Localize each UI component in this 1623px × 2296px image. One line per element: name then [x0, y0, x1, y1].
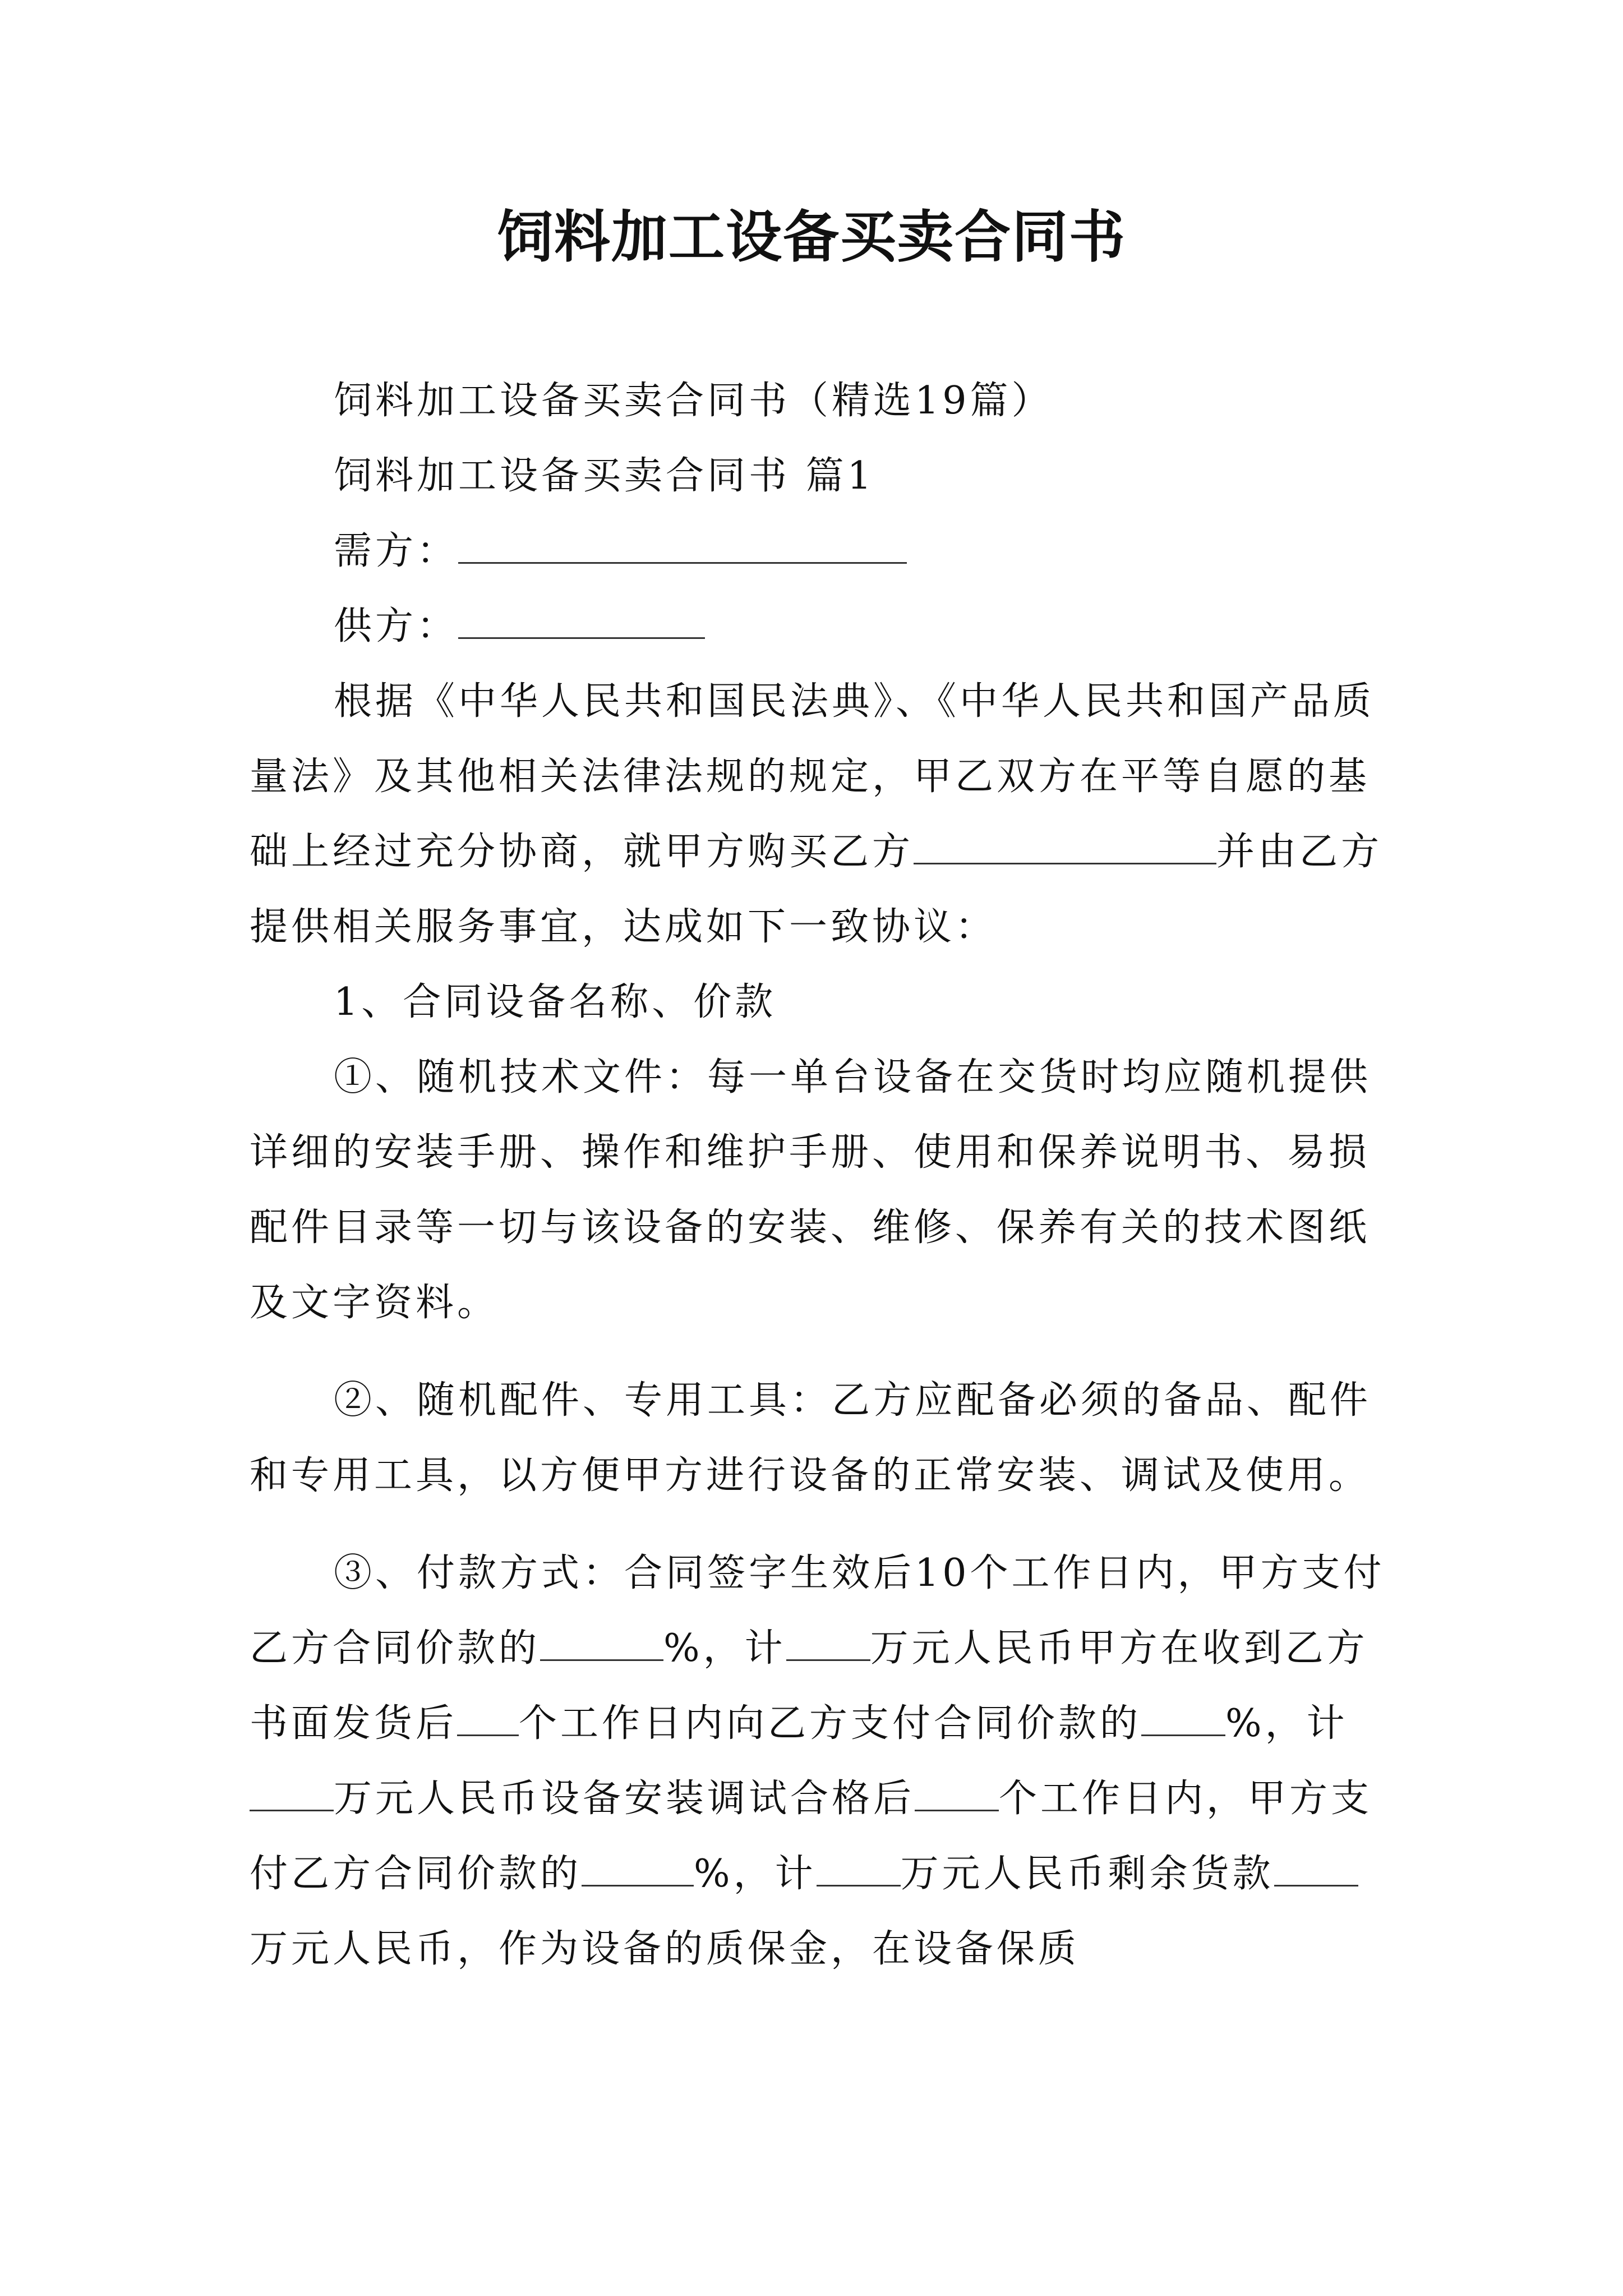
item-3-seg8: %，计 — [694, 1852, 817, 1896]
percent-blank-3 — [582, 1851, 694, 1887]
buyer-line — [250, 514, 1394, 589]
item-3-seg2: %，计 — [663, 1626, 786, 1671]
supplier-blank — [458, 604, 705, 639]
buyer-label: 需方： — [334, 529, 459, 573]
item-3-seg7: 个工作日内，甲方支付乙方合同价款的 — [250, 1777, 1373, 1896]
percent-blank-2 — [1141, 1701, 1225, 1736]
document-body — [250, 364, 1394, 1987]
days-blank-2 — [915, 1776, 999, 1811]
item-3-seg3: 万元人民币甲方在收到乙方书面发货后 — [250, 1626, 1368, 1746]
intro-paragraph — [250, 664, 1394, 965]
intro-part1: 根据《中华人民共和国民法典》、《中华人民共和国产品质量法》及其他相关法律法规的规定，甲乙双方在平等自愿的基础上经过充分协商，就甲方购买乙方 — [250, 679, 1375, 874]
product-blank — [914, 829, 1216, 864]
amount-blank-3 — [817, 1851, 901, 1887]
item-3-seg4: 个工作日内向乙方支付合同价款的 — [519, 1701, 1142, 1746]
item-3-seg10: 万元人民币，作为设备的质保金，在设备保质 — [250, 1927, 1080, 1971]
clause-1-heading: 1、合同设备名称、价款 — [334, 980, 777, 1024]
item-1: ①、随机技术文件：每一单台设备在交货时均应随机提供详细的安装手册、操作和维护手册、使用和保养说明书、易损配件目录等一切与该设备的安装、维修、保养有关的技术图纸及文字资料。 — [250, 1055, 1372, 1325]
section-heading: 饲料加工设备买卖合同书 篇1 — [334, 454, 875, 498]
amount-blank-2 — [250, 1776, 334, 1811]
buyer-blank — [458, 528, 907, 564]
percent-blank-1 — [540, 1626, 663, 1661]
amount-blank-4 — [1274, 1851, 1358, 1887]
item-2: ②、随机配件、专用工具：乙方应配备必须的备品、配件和专用工具，以方便甲方进行设备的正常安装、调试及使用。 — [250, 1378, 1372, 1498]
item-3 — [250, 1536, 1394, 1987]
days-blank-1 — [457, 1701, 519, 1736]
item-3-seg9: 万元人民币剩余货款 — [900, 1852, 1274, 1896]
intro-part2: 并由乙方提供相关服务事宜，达成如下一致协议： — [250, 830, 1383, 949]
item-3-seg1: ③、付款方式：合同签字生效后10个工作日内，甲方支付乙方合同价款的 — [250, 1551, 1385, 1671]
supplier-line — [250, 589, 1394, 664]
item-3-seg5: %，计 — [1225, 1701, 1348, 1746]
amount-blank-1 — [786, 1626, 870, 1661]
item-3-seg6: 万元人民币设备安装调试合格后 — [334, 1777, 915, 1821]
supplier-label: 供方： — [334, 604, 459, 648]
subtitle-line: 饲料加工设备买卖合同书（精选19篇） — [334, 379, 1053, 423]
document-title: 饲料加工设备买卖合同书 — [497, 204, 1126, 270]
